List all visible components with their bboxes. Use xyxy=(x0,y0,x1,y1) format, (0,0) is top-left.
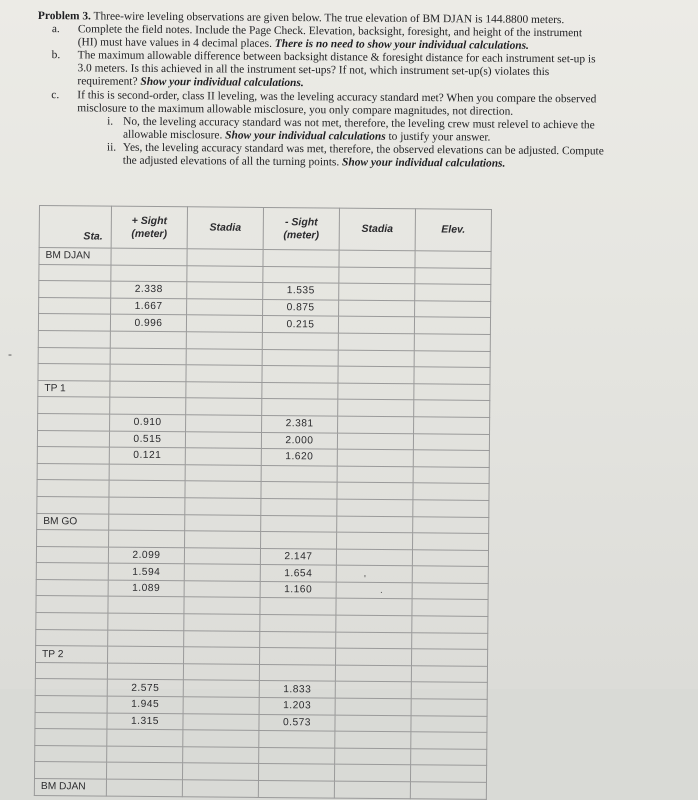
item-b-label: b. xyxy=(51,49,61,62)
elev-cell xyxy=(412,599,488,616)
stadia-2-cell xyxy=(334,765,410,782)
item-cii-text2: the adjusted elevations of all the turning points. xyxy=(122,154,340,169)
plus-sight-cell: 1.945 xyxy=(107,696,183,713)
minus-sight-cell: 0.215 xyxy=(262,316,338,333)
minus-sight-cell xyxy=(261,498,337,515)
stadia-2-cell xyxy=(336,549,412,566)
pen-mark: - xyxy=(8,347,12,361)
minus-sight-cell xyxy=(259,731,335,748)
stadia-2-cell xyxy=(335,682,411,699)
station-cell xyxy=(38,330,110,347)
elev-cell xyxy=(414,317,490,334)
elev-cell xyxy=(414,367,490,384)
station-cell xyxy=(37,530,109,547)
elev-cell xyxy=(413,533,489,550)
stadia-1-cell xyxy=(186,315,262,332)
item-c-text1: If this is second-order, class II leveling, was the leveling accuracy standard met? When you compare the observed xyxy=(77,88,597,105)
stadia-1-cell xyxy=(184,597,260,614)
plus-sight-cell xyxy=(109,514,185,531)
elev-cell xyxy=(410,782,486,799)
item-cii-label: ii. xyxy=(106,141,117,154)
station-cell xyxy=(38,347,110,364)
elev-cell xyxy=(412,583,488,600)
minus-sight-cell xyxy=(260,648,336,665)
elev-cell xyxy=(411,715,487,732)
elev-cell xyxy=(411,649,487,666)
stadia-1-cell xyxy=(185,448,261,465)
plus-sight-cell: 1.667 xyxy=(111,298,187,315)
plus-sight-cell xyxy=(108,613,184,630)
stadia-1-cell xyxy=(184,581,260,598)
elev-cell xyxy=(415,301,491,318)
stadia-2-cell xyxy=(337,499,413,516)
minus-sight-cell xyxy=(258,764,334,781)
stadia-1-cell xyxy=(183,713,259,730)
minus-sight-cell xyxy=(260,598,336,615)
plus-sight-cell xyxy=(107,663,183,680)
stadia-2-cell xyxy=(338,383,414,400)
elev-cell xyxy=(412,616,488,633)
stadia-1-cell xyxy=(186,415,262,432)
station-cell xyxy=(39,281,111,298)
elev-cell xyxy=(413,450,489,467)
stadia-2-cell xyxy=(337,449,413,466)
stadia-1-cell xyxy=(183,730,259,747)
plus-sight-cell xyxy=(106,779,182,796)
stadia-1-cell xyxy=(185,431,261,448)
stadia-2-cell xyxy=(337,466,413,483)
stadia-1-cell xyxy=(185,481,261,498)
elev-cell xyxy=(414,334,490,351)
elev-cell xyxy=(415,267,491,284)
stadia-1-cell xyxy=(183,664,259,681)
minus-sight-cell: 2.381 xyxy=(262,415,338,432)
stadia-1-cell xyxy=(185,514,261,531)
plus-sight-cell xyxy=(111,248,187,265)
elev-cell xyxy=(411,682,487,699)
station-cell xyxy=(37,480,109,497)
minus-sight-cell: 1.535 xyxy=(263,283,339,300)
elev-cell xyxy=(411,666,487,683)
minus-sight-cell xyxy=(261,482,337,499)
plus-sight-cell: 0.996 xyxy=(110,315,186,332)
plus-sight-cell: 1.089 xyxy=(108,580,184,597)
item-ci-emphasis: Show your individual calculations xyxy=(225,129,386,143)
problem-heading: Problem 3. xyxy=(37,10,91,23)
station-cell xyxy=(36,629,108,646)
minus-sight-cell xyxy=(262,382,338,399)
station-cell: TP 1 xyxy=(38,380,110,397)
plus-sight-cell xyxy=(106,763,182,780)
plus-sight-cell: 0.910 xyxy=(110,414,186,431)
minus-sight-cell: 0.573 xyxy=(259,714,335,731)
header-stadia-1: Stadia xyxy=(187,207,263,250)
plus-sight-cell: 2.575 xyxy=(107,680,183,697)
item-a-label: a. xyxy=(51,23,60,36)
stadia-1-cell xyxy=(184,614,260,631)
stadia-1-cell xyxy=(184,564,260,581)
item-cii-text1: Yes, the leveling accuracy standard was met, therefore, the observed elevations can be adjusted. Compute xyxy=(122,141,604,158)
plus-sight-cell xyxy=(110,364,186,381)
minus-sight-cell xyxy=(260,631,336,648)
elev-cell xyxy=(413,433,489,450)
plus-sight-cell xyxy=(109,464,185,481)
header-sta: Sta. xyxy=(39,206,111,249)
elev-cell xyxy=(415,284,491,301)
minus-sight-cell: 1.833 xyxy=(259,681,335,698)
table-row xyxy=(34,778,486,799)
elev-cell xyxy=(413,516,489,533)
stadia-1-cell xyxy=(184,630,260,647)
plus-sight-cell xyxy=(108,646,184,663)
header-elev: Elev. xyxy=(415,209,491,252)
item-cii-emphasis: Show your individual calculations. xyxy=(342,156,506,170)
plus-sight-cell xyxy=(108,597,184,614)
minus-sight-cell: 1.160 xyxy=(260,581,336,598)
station-cell: TP 2 xyxy=(36,646,108,663)
stadia-2-cell xyxy=(338,366,414,383)
elev-cell xyxy=(412,566,488,583)
item-b-text3: requirement? xyxy=(77,75,138,89)
minus-sight-cell xyxy=(261,532,337,549)
plus-sight-cell: 1.594 xyxy=(108,563,184,580)
stadia-2-cell xyxy=(336,582,412,599)
plus-sight-cell xyxy=(110,381,186,398)
minus-sight-cell xyxy=(263,249,339,266)
elev-cell xyxy=(414,417,490,434)
stadia-1-cell xyxy=(186,398,262,415)
header-minus-sight-label: - Sight xyxy=(284,215,318,228)
station-cell: BM GO xyxy=(37,513,109,530)
minus-sight-cell xyxy=(261,465,337,482)
stadia-1-cell xyxy=(185,531,261,548)
header-minus-sight xyxy=(263,207,339,250)
minus-sight-cell xyxy=(258,780,334,797)
elev-cell xyxy=(414,350,490,367)
stadia-2-cell xyxy=(338,350,414,367)
item-b-line2: 3.0 meters. Is this achieved in all the instrument set-ups? If not, which instrument set-up(s) violates this xyxy=(77,62,550,79)
stadia-1-cell xyxy=(184,647,260,664)
station-cell xyxy=(36,596,108,613)
header-plus-sight-unit: (meter) xyxy=(131,227,168,240)
plus-sight-cell xyxy=(111,265,187,282)
station-cell xyxy=(35,696,107,713)
elev-cell xyxy=(413,466,489,483)
plus-sight-cell xyxy=(109,497,185,514)
elev-cell xyxy=(413,500,489,517)
item-b-emphasis: Show your individual calculations. xyxy=(140,76,304,90)
station-cell xyxy=(38,413,110,430)
field-notes-table xyxy=(34,205,492,800)
stadia-2-cell xyxy=(336,599,412,616)
problem-intro: Three-wire leveling observations are given below. The true elevation of BM DJAN is 144.8800 meters. xyxy=(93,10,565,27)
elev-cell xyxy=(412,632,488,649)
minus-sight-cell xyxy=(261,515,337,532)
stadia-1-cell xyxy=(186,365,262,382)
plus-sight-cell: 0.515 xyxy=(109,431,185,448)
plus-sight-cell: 1.315 xyxy=(107,713,183,730)
station-cell xyxy=(37,463,109,480)
stadia-2-cell xyxy=(336,565,412,582)
table-header-row xyxy=(39,206,491,252)
header-plus-sight-label: + Sight xyxy=(131,214,168,227)
elev-cell xyxy=(411,732,487,749)
plus-sight-cell: 0.121 xyxy=(109,447,185,464)
item-a-text1: Complete the field notes. Include the Page Check. Elevation, backsight, foresight, and height of the instrument xyxy=(77,23,583,40)
stadia-2-cell xyxy=(337,532,413,549)
plus-sight-cell xyxy=(107,729,183,746)
stadia-1-cell xyxy=(183,747,259,764)
stadia-1-cell xyxy=(187,265,263,282)
plus-sight-cell xyxy=(110,331,186,348)
stadia-1-cell xyxy=(182,763,258,780)
stadia-2-cell xyxy=(337,482,413,499)
minus-sight-cell xyxy=(259,664,335,681)
stadia-2-cell xyxy=(338,333,414,350)
station-cell xyxy=(38,397,110,414)
plus-sight-cell xyxy=(108,630,184,647)
minus-sight-cell xyxy=(262,349,338,366)
stadia-2-cell xyxy=(337,516,413,533)
item-c-label: c. xyxy=(51,88,60,101)
elev-cell xyxy=(411,749,487,766)
stadia-2-cell xyxy=(339,300,415,317)
elev-cell xyxy=(414,384,490,401)
station-cell xyxy=(34,762,106,779)
minus-sight-cell xyxy=(262,332,338,349)
item-ci-label: i. xyxy=(107,115,114,128)
plus-sight-cell xyxy=(109,530,185,547)
minus-sight-cell xyxy=(263,266,339,283)
stadia-1-cell xyxy=(182,780,258,797)
station-cell xyxy=(36,579,108,596)
stadia-1-cell xyxy=(184,547,260,564)
stadia-2-cell xyxy=(335,665,411,682)
station-cell xyxy=(38,364,110,381)
item-b-text1: The maximum allowable difference between backsight distance & foresight distance for each instrument set-up is xyxy=(77,49,596,66)
plus-sight-cell xyxy=(109,480,185,497)
minus-sight-cell xyxy=(260,615,336,632)
stadia-1-cell xyxy=(186,382,262,399)
stadia-1-cell xyxy=(187,249,263,266)
station-cell xyxy=(36,563,108,580)
item-ci-text2: allowable misclosure. xyxy=(122,128,223,142)
minus-sight-cell xyxy=(262,399,338,416)
minus-sight-cell: 1.620 xyxy=(261,449,337,466)
minus-sight-cell: 2.000 xyxy=(261,432,337,449)
item-a-emphasis: There is no need to show your individual calculations. xyxy=(274,38,529,53)
minus-sight-cell: 0.875 xyxy=(263,299,339,316)
station-cell xyxy=(37,430,109,447)
station-cell xyxy=(38,314,110,331)
station-cell xyxy=(36,613,108,630)
stadia-1-cell xyxy=(185,465,261,482)
stadia-2-cell xyxy=(339,267,415,284)
stadia-1-cell xyxy=(186,348,262,365)
elev-cell xyxy=(414,400,490,417)
pen-mark: . xyxy=(380,585,383,596)
plus-sight-cell xyxy=(110,397,186,414)
minus-sight-cell: 1.203 xyxy=(259,697,335,714)
header-stadia-2: Stadia xyxy=(339,208,415,251)
station-cell xyxy=(35,729,107,746)
elev-cell xyxy=(413,483,489,500)
stadia-1-cell xyxy=(185,498,261,515)
minus-sight-cell: 2.147 xyxy=(260,548,336,565)
stadia-2-cell xyxy=(336,615,412,632)
elev-cell xyxy=(410,765,486,782)
header-minus-sight-unit: (meter) xyxy=(283,228,320,241)
minus-sight-cell: 1.654 xyxy=(260,565,336,582)
stadia-2-cell xyxy=(335,731,411,748)
plus-sight-cell xyxy=(107,746,183,763)
station-cell: BM DJAN xyxy=(39,248,111,265)
plus-sight-cell: 2.338 xyxy=(111,281,187,298)
stadia-1-cell xyxy=(187,299,263,316)
stadia-2-cell xyxy=(338,416,414,433)
plus-sight-cell xyxy=(110,348,186,365)
stadia-2-cell xyxy=(338,316,414,333)
item-c-line2: misclosure to the maximum allowable misclosure, you only compare magnitudes, not direction. xyxy=(77,101,514,118)
item-ci-text2-end: to justify your answer. xyxy=(388,130,491,144)
stadia-2-cell xyxy=(335,698,411,715)
station-cell: BM DJAN xyxy=(34,778,106,795)
item-a-text2: (HI) must have values in 4 decimal places. xyxy=(77,36,273,51)
table-body xyxy=(34,248,491,800)
stadia-2-cell xyxy=(339,283,415,300)
station-cell xyxy=(36,546,108,563)
station-cell xyxy=(39,297,111,314)
station-cell xyxy=(35,745,107,762)
stadia-2-cell xyxy=(335,715,411,732)
plus-sight-cell: 2.099 xyxy=(108,547,184,564)
item-ci-text1: No, the leveling accuracy standard was not met, therefore, the leveling crew must relevel to achieve the xyxy=(123,115,595,132)
station-cell xyxy=(37,496,109,513)
header-plus-sight xyxy=(111,206,187,249)
stadia-2-cell xyxy=(334,781,410,798)
stadia-1-cell xyxy=(186,332,262,349)
stadia-2-cell xyxy=(335,648,411,665)
station-cell xyxy=(37,447,109,464)
stadia-1-cell xyxy=(183,697,259,714)
problem-text xyxy=(37,10,688,172)
pen-mark: ' xyxy=(364,574,366,585)
station-cell xyxy=(35,679,107,696)
elev-cell xyxy=(412,549,488,566)
elev-cell xyxy=(415,251,491,268)
stadia-2-cell xyxy=(336,632,412,649)
stadia-2-cell xyxy=(335,748,411,765)
stadia-1-cell xyxy=(187,282,263,299)
stadia-2-cell xyxy=(339,250,415,267)
station-cell xyxy=(35,712,107,729)
station-cell xyxy=(39,264,111,281)
minus-sight-cell xyxy=(262,366,338,383)
stadia-2-cell xyxy=(338,399,414,416)
field-notes-table-wrap xyxy=(35,205,491,793)
minus-sight-cell xyxy=(259,747,335,764)
elev-cell xyxy=(411,699,487,716)
stadia-2-cell xyxy=(337,433,413,450)
station-cell xyxy=(35,662,107,679)
